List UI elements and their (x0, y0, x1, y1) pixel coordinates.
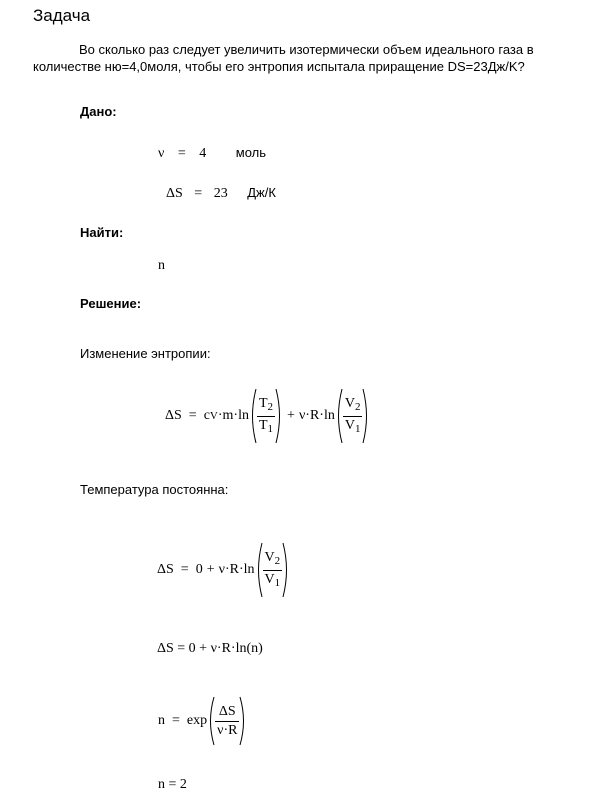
lhs-delta-s: ΔS (165, 408, 182, 423)
given-heading: Дано: (80, 104, 117, 119)
nu-symbol: ν (158, 146, 165, 161)
left-paren-icon (207, 696, 215, 746)
volume-fraction (263, 549, 283, 592)
v2-subscript: 2 (354, 400, 361, 413)
fraction-denominator: ν·R (217, 722, 238, 738)
find-variable: n (158, 258, 165, 273)
v1-subscript: 1 (274, 576, 281, 589)
volume-fraction (343, 395, 363, 438)
lhs-delta-s: ΔS (157, 562, 174, 577)
equals-sign: = (188, 408, 197, 423)
left-paren-icon (255, 542, 263, 598)
equals-sign: = (180, 562, 189, 577)
t2-symbol: T (258, 395, 268, 411)
formula-isothermal (157, 541, 290, 599)
ds-value: 23 (213, 186, 228, 201)
t2-subscript: 2 (267, 400, 274, 413)
n-symbol: n (158, 713, 165, 728)
entropy-change-label: Изменение энтропии: (80, 346, 211, 361)
c-symbol: c (203, 408, 210, 423)
v1-symbol: V (264, 571, 275, 587)
formula-answer: n = 2 (158, 777, 187, 792)
ds-symbol: ΔS (166, 186, 183, 201)
ds-unit: Дж/К (247, 185, 276, 200)
right-paren-icon (282, 542, 290, 598)
find-heading: Найти: (80, 225, 124, 240)
t1-subscript: 1 (267, 422, 274, 435)
constant-temperature-label: Температура постоянна: (80, 482, 229, 497)
c-subscript: V (209, 410, 218, 422)
v1-subscript: 1 (354, 422, 361, 435)
equals-sign: = (177, 146, 186, 161)
fraction-numerator: ΔS (218, 703, 236, 719)
left-paren-icon (249, 388, 257, 444)
v1-symbol: V (344, 417, 355, 433)
zero-term: 0 (195, 562, 203, 577)
v2-subscript: 2 (274, 554, 281, 567)
right-paren-icon (362, 388, 370, 444)
plus-sign: + (206, 562, 215, 577)
page-title: Задача (33, 6, 91, 25)
v2-symbol: V (264, 549, 275, 565)
given-nu-line (158, 145, 266, 162)
solution-heading: Решение: (80, 296, 142, 311)
t1-symbol: T (258, 417, 268, 433)
nu-r-ln-text: ν·R·ln (298, 408, 335, 423)
temperature-fraction (257, 395, 275, 438)
formula-log-n: ΔS = 0 + ν·R·ln(n) (157, 641, 263, 656)
nu-value: 4 (199, 146, 207, 161)
formula-entropy-change (165, 387, 370, 445)
exp-fraction (215, 703, 239, 740)
equals-sign: = (194, 186, 203, 201)
m-ln-text: ·m·ln (217, 408, 249, 423)
right-paren-icon (275, 388, 283, 444)
right-paren-icon (239, 696, 247, 746)
problem-line-2: количестве ню=4,0моля, чтобы его энтропия испытала приращение DS=23Дж/K? (33, 59, 525, 74)
plus-sign: + (287, 408, 295, 423)
given-ds-line (166, 185, 276, 202)
v2-symbol: V (344, 395, 355, 411)
problem-line-1: Во сколько раз следует увеличить изотермически объем идеального газа в (79, 42, 534, 57)
equals-sign: = (172, 713, 180, 728)
exp-function: exp (186, 713, 208, 728)
left-paren-icon (335, 388, 343, 444)
formula-n-exp (158, 696, 247, 746)
nu-unit: моль (235, 145, 266, 160)
nu-r-ln-text: ν·R·ln (218, 562, 255, 577)
